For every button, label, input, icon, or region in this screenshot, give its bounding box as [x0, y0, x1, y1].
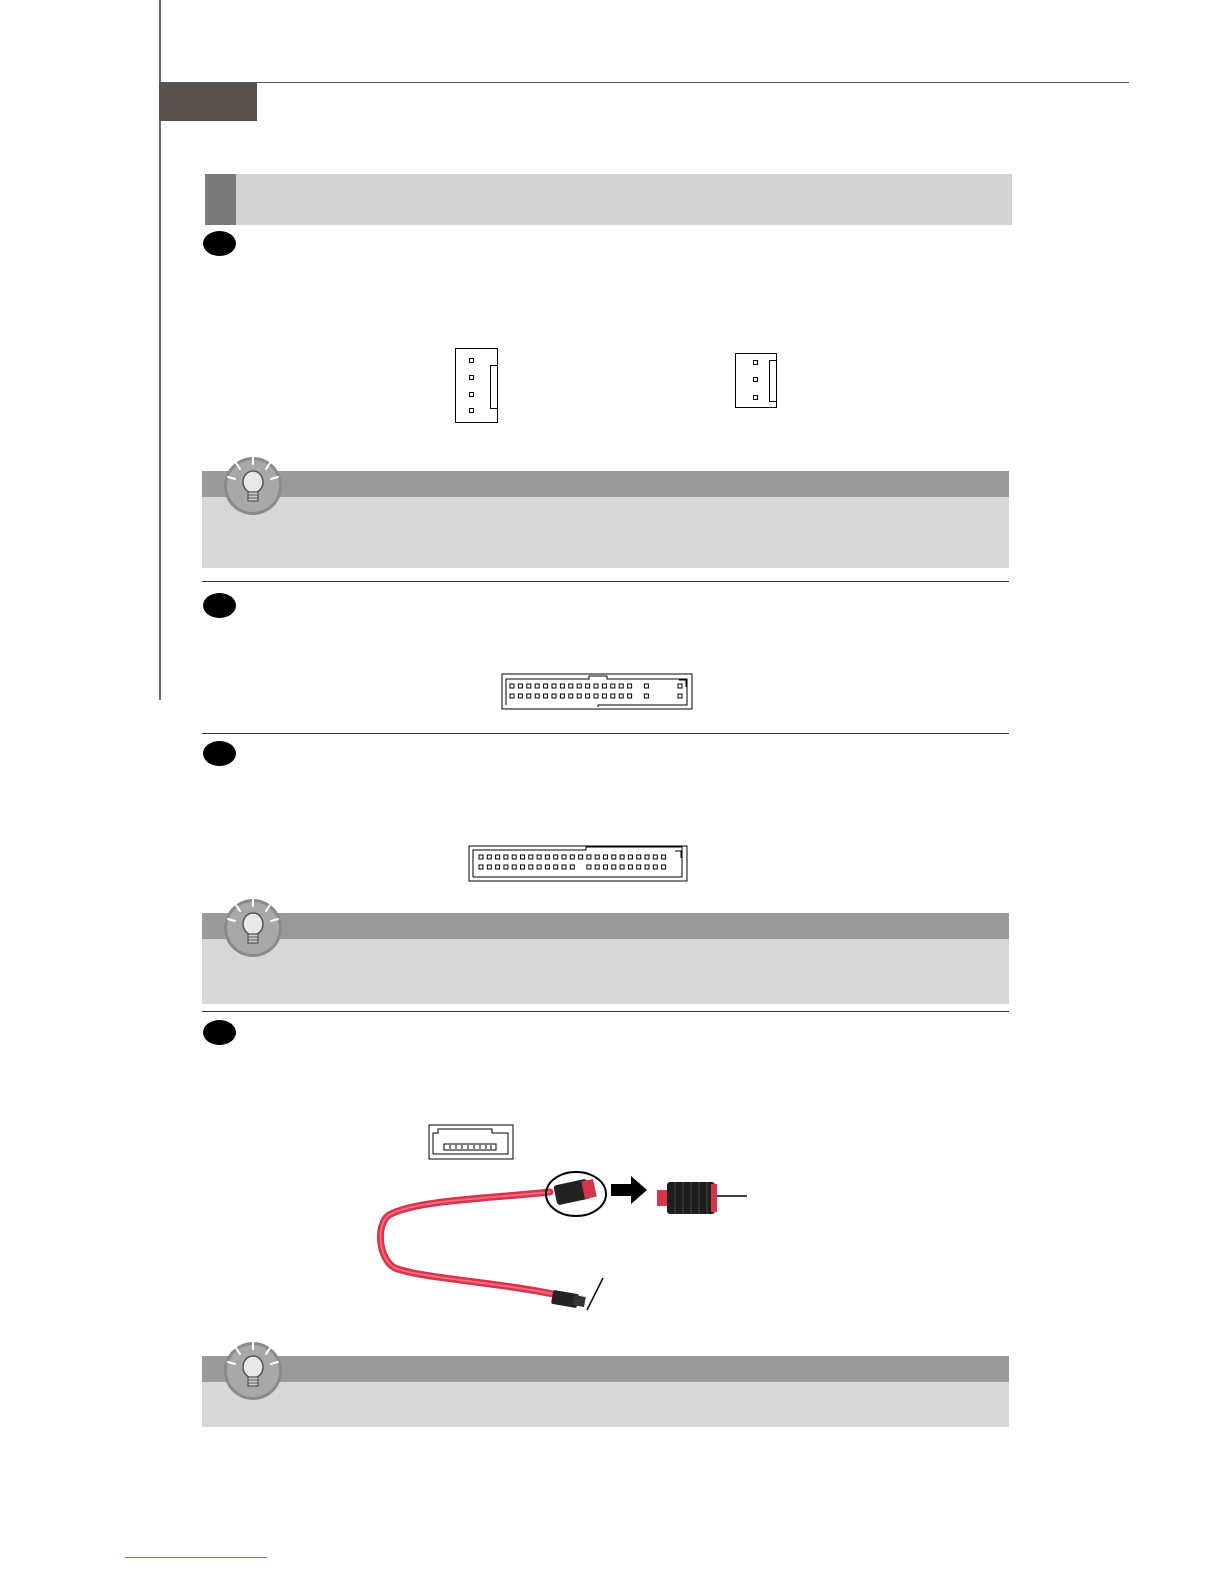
connector-pin [512, 855, 516, 859]
sata-cable-connector-bottom [551, 1290, 586, 1308]
fan-connector-3pin-diagram [735, 353, 777, 408]
connector-pin [544, 684, 548, 688]
section-separator [202, 1011, 1009, 1012]
connector-pin [594, 684, 598, 688]
connector-pin [496, 855, 500, 859]
connector-pin [753, 395, 758, 400]
connector-pin [637, 865, 641, 869]
connector-pin [545, 865, 549, 869]
connector-pin [552, 694, 556, 698]
note-box-2 [202, 913, 1009, 1004]
chapter-tab [159, 83, 257, 121]
connector-pin [611, 684, 615, 688]
connector-pin [604, 855, 608, 859]
connector-pin [527, 684, 531, 688]
connector-pin [644, 684, 648, 688]
connector-pin [535, 684, 539, 688]
connector-pin [560, 694, 564, 698]
connector-pin [469, 375, 474, 380]
connector-pin [586, 684, 590, 688]
connector-pin [604, 865, 608, 869]
connector-pin [645, 865, 649, 869]
connector-pin [552, 684, 556, 688]
section-header-marker [205, 174, 236, 225]
connector-pin [637, 855, 641, 859]
connector-pin [587, 855, 591, 859]
connector-pin [653, 855, 657, 859]
connector-pin [628, 855, 632, 859]
connector-pin [537, 855, 541, 859]
connector-pin [653, 865, 657, 869]
note-box-3 [202, 1356, 1009, 1427]
note-band [202, 1356, 1009, 1382]
connector-pin [577, 694, 581, 698]
connector-pin [560, 684, 564, 688]
connector-pin [545, 855, 549, 859]
sata-connector-diagram [428, 1124, 514, 1160]
lightbulb-hint-icon [220, 893, 286, 959]
connector-pin [554, 855, 558, 859]
connector-pin [620, 855, 624, 859]
connector-pin [602, 694, 606, 698]
connector-pin [570, 855, 574, 859]
connector-pin [619, 694, 623, 698]
connector-pin [628, 694, 632, 698]
connector-pin [562, 865, 566, 869]
connector-pin [487, 865, 491, 869]
footer-link-underline [125, 1557, 267, 1558]
connector-pin [620, 865, 624, 869]
callout-line [587, 1278, 603, 1310]
connector-pin [570, 865, 574, 869]
connector-pin [518, 694, 522, 698]
connector-pin [587, 865, 591, 869]
connector-pin [678, 694, 682, 698]
connector-pin [611, 694, 615, 698]
connector-pin [518, 684, 522, 688]
connector-pin [753, 377, 758, 382]
header-rule [159, 82, 1129, 83]
connector-pin [535, 694, 539, 698]
connector-pin [510, 694, 514, 698]
section-bullet-3 [203, 741, 236, 766]
section-bullet-2 [203, 593, 236, 618]
connector-pin [579, 855, 583, 859]
section-separator [202, 733, 1009, 734]
connector-pin [569, 694, 573, 698]
connector-pin [602, 684, 606, 688]
note-band [202, 471, 1009, 497]
connector-pin [628, 684, 632, 688]
connector-pin [537, 865, 541, 869]
section-bullet-1 [203, 231, 236, 256]
connector-pin [577, 684, 581, 688]
connector-pin [529, 855, 533, 859]
ide-connector-diagram [468, 845, 688, 882]
connector-pin [504, 855, 508, 859]
connector-pin [645, 855, 649, 859]
connector-pin [469, 358, 474, 363]
connector-key [490, 365, 498, 409]
connector-pin [753, 360, 758, 365]
connector-pin [554, 865, 558, 869]
connector-pin [496, 865, 500, 869]
connector-pin [612, 855, 616, 859]
fan-connector-4pin-diagram [455, 348, 498, 423]
arrow-right-icon [611, 1176, 647, 1204]
sata-cable-illustration [375, 1160, 775, 1320]
section-separator [202, 581, 1009, 582]
connector-pin [504, 865, 508, 869]
connector-pin [487, 855, 491, 859]
sata-cable-connector-top [553, 1179, 596, 1206]
connector-pin [469, 408, 474, 413]
connector-pin [619, 684, 623, 688]
connector-key [769, 360, 777, 402]
connector-pin [521, 865, 525, 869]
connector-pin [512, 865, 516, 869]
connector-pin [678, 684, 682, 688]
section-bullet-4 [203, 1020, 236, 1045]
note-box-1 [202, 471, 1009, 568]
lightbulb-hint-icon [220, 1336, 286, 1402]
connector-pin [586, 694, 590, 698]
connector-pin [644, 694, 648, 698]
connector-pin [662, 855, 666, 859]
connector-pin [662, 865, 666, 869]
connector-pin [612, 865, 616, 869]
note-band [202, 913, 1009, 939]
connector-pin [479, 855, 483, 859]
sata-connector-zoom [657, 1182, 717, 1214]
connector-pin [562, 855, 566, 859]
connector-pin [521, 855, 525, 859]
connector-pin [510, 684, 514, 688]
connector-pin [469, 392, 474, 397]
connector-pin [595, 865, 599, 869]
connector-pin [569, 684, 573, 688]
connector-pin [544, 694, 548, 698]
connector-pin [594, 694, 598, 698]
floppy-connector-diagram [501, 673, 693, 711]
connector-pin [527, 694, 531, 698]
connector-pin [595, 855, 599, 859]
section-header-bar [205, 174, 1012, 225]
connector-pin [479, 865, 483, 869]
lightbulb-hint-icon [220, 451, 286, 517]
connector-pin [628, 865, 632, 869]
connector-pin [529, 865, 533, 869]
